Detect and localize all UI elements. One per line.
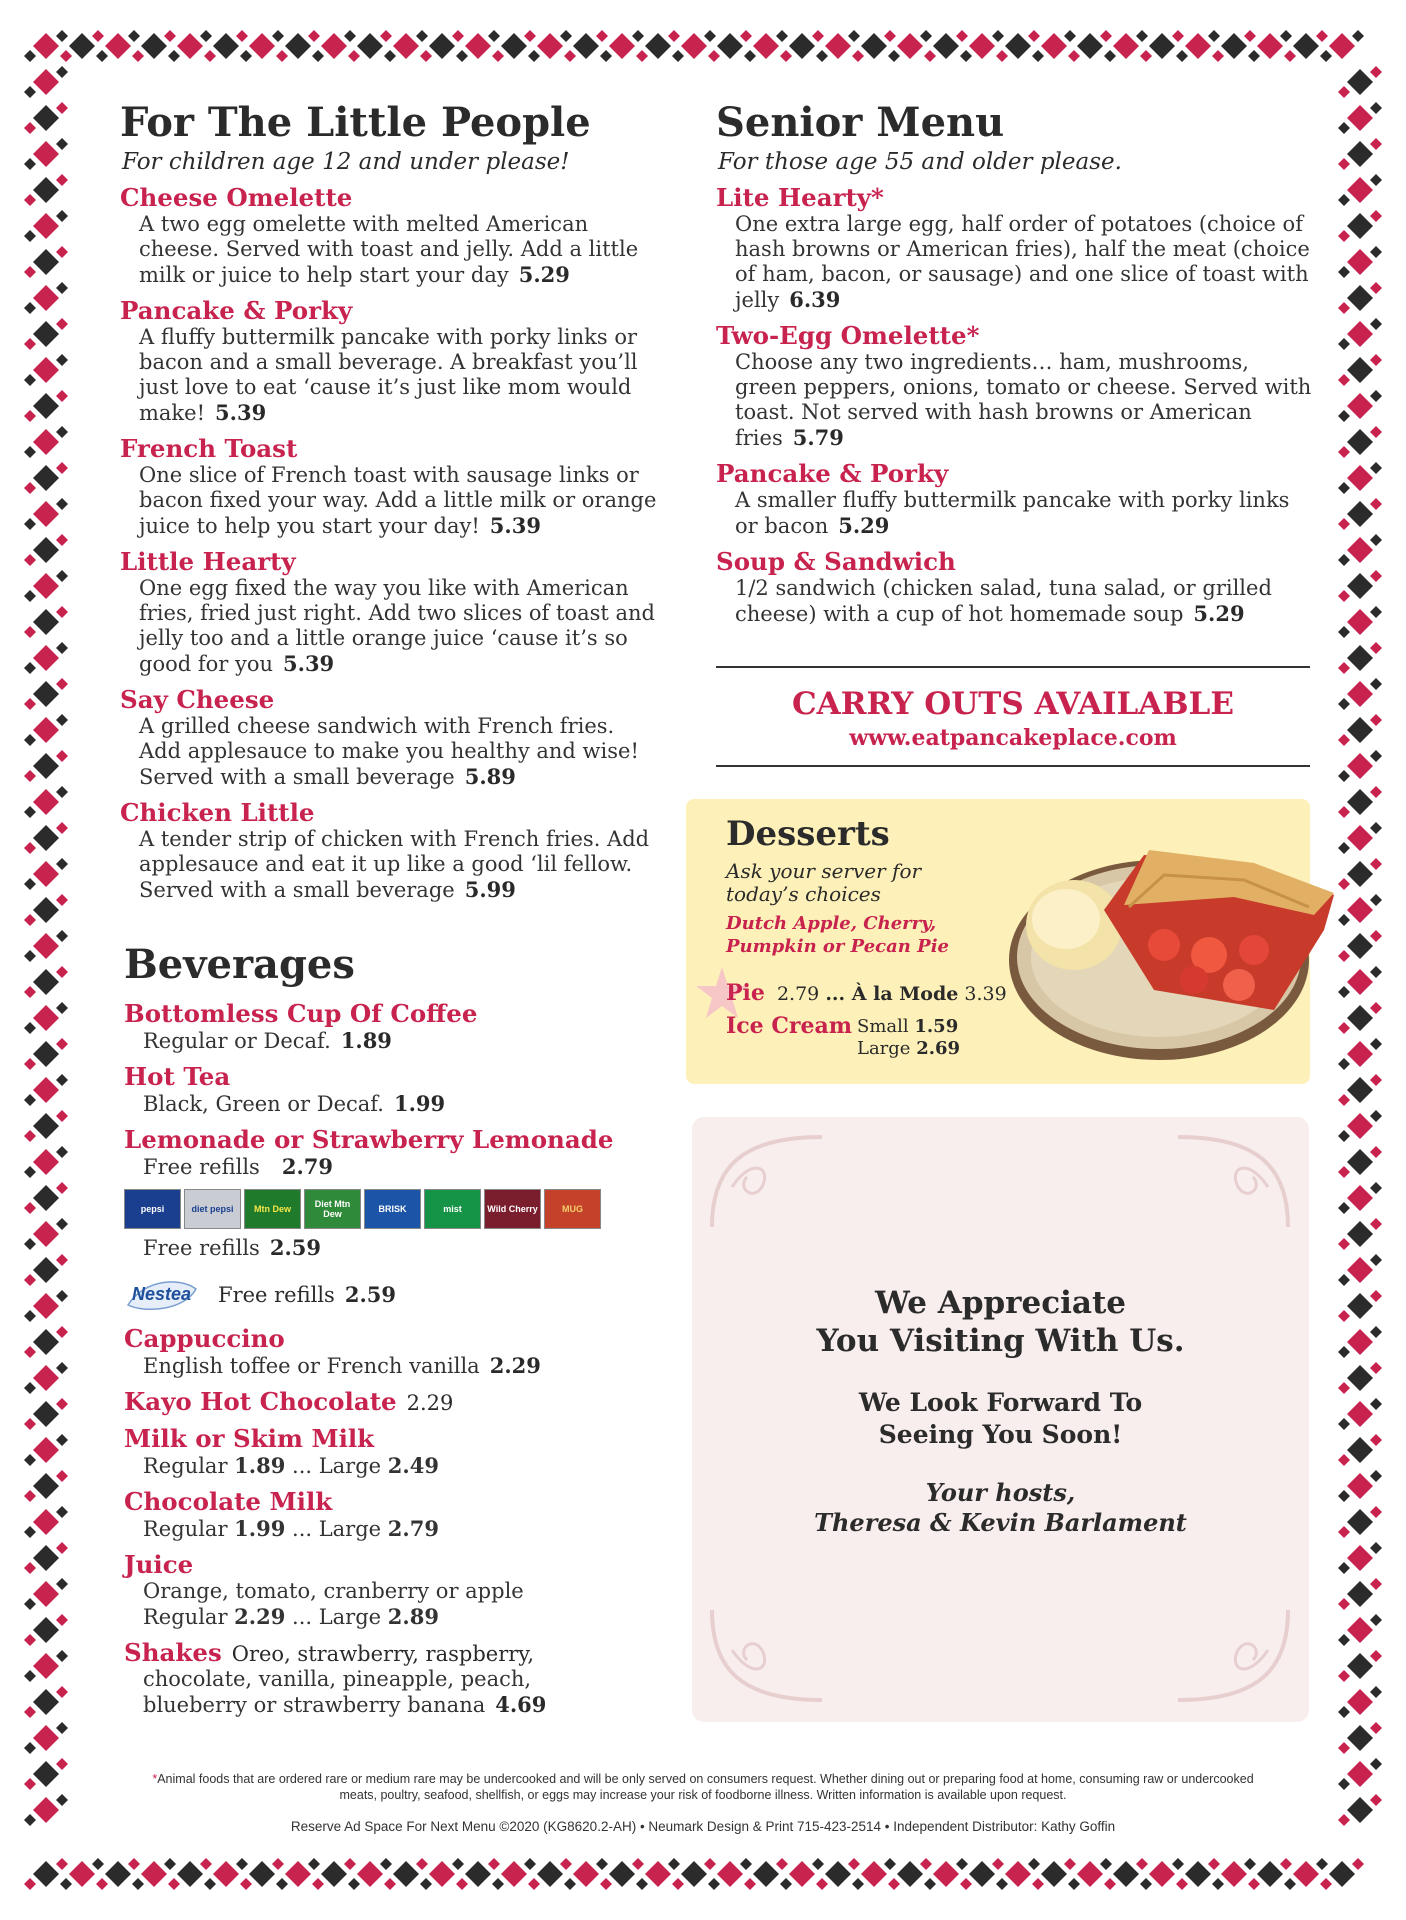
nestea-logo xyxy=(124,1275,200,1315)
nestea-desc xyxy=(218,1282,396,1308)
senior-item xyxy=(716,184,1316,313)
senior-item-price: 5.29 xyxy=(1193,601,1245,626)
milk-large: ... Large xyxy=(292,1454,382,1478)
desserts-title: Desserts xyxy=(726,814,890,854)
tea-name: Hot Tea xyxy=(124,1062,231,1091)
lemonade-name: Lemonade or Strawberry Lemonade xyxy=(124,1125,614,1154)
chocolate-milk-regular-price: 1.99 xyxy=(234,1516,286,1541)
little-people-item xyxy=(120,799,660,903)
soda-logo-icon: Wild Cherry xyxy=(484,1189,541,1229)
senior-item-desc xyxy=(716,350,1316,451)
beverage-shakes xyxy=(124,1639,684,1718)
senior-menu-subtitle: For those age 55 and older please. xyxy=(718,149,1122,175)
senior-item-desc xyxy=(716,212,1316,313)
thanks-line-1: We Appreciate xyxy=(874,1285,1127,1321)
soda-logos xyxy=(124,1189,684,1229)
little-people-item-desc xyxy=(120,325,660,426)
senior-item xyxy=(716,548,1316,627)
pie-label: Pie xyxy=(726,980,765,1006)
tea-price: 1.99 xyxy=(393,1091,446,1116)
little-people-item xyxy=(120,435,660,539)
cappuccino-desc xyxy=(124,1353,684,1379)
juice-regular-price: 2.29 xyxy=(234,1604,286,1629)
shakes-name: Shakes xyxy=(124,1638,222,1667)
little-people-section xyxy=(120,100,660,912)
senior-item xyxy=(716,322,1316,451)
ice-small-price: 1.59 xyxy=(914,1016,959,1037)
chocolate-milk-name: Chocolate Milk xyxy=(124,1487,333,1516)
little-people-item xyxy=(120,184,660,288)
coffee-name: Bottomless Cup Of Coffee xyxy=(124,999,478,1028)
nestea-logo-text: Nestea xyxy=(132,1284,192,1304)
little-people-item-desc xyxy=(120,463,660,539)
ice-large-label: Large xyxy=(857,1038,911,1059)
senior-menu-section xyxy=(716,100,1316,636)
juice-name: Juice xyxy=(124,1550,194,1579)
little-people-item-price: 5.39 xyxy=(489,513,541,538)
chocolate-milk-regular: Regular xyxy=(143,1517,228,1541)
hot-chocolate-price: 2.29 xyxy=(406,1391,454,1415)
desserts-sub-1: Ask your server for xyxy=(726,859,922,883)
senior-item-desc xyxy=(716,488,1316,539)
shakes-flavors-2: chocolate, vanilla, pineapple, peach, xyxy=(143,1667,532,1691)
carry-outs-heading: CARRY OUTS AVAILABLE xyxy=(792,686,1234,722)
cappuccino-price: 2.29 xyxy=(489,1353,541,1378)
senior-item-name: Pancake & Porky xyxy=(716,459,949,488)
senior-item xyxy=(716,460,1316,539)
hosts-label: Your hosts, xyxy=(925,1478,1076,1507)
tea-desc-text: Black, Green or Decaf. xyxy=(143,1092,384,1116)
little-people-item-name: French Toast xyxy=(120,434,298,463)
senior-item-name: Two-Egg Omelette* xyxy=(716,321,980,350)
divider-top xyxy=(716,666,1310,668)
disclaimer-text-1: Animal foods that are ordered rare or medium rare may be undercooked and will be only served on consumers request. Whether dining out or preparing food at home, consuming raw or undercooked xyxy=(157,1772,1254,1786)
milk-regular-price: 1.89 xyxy=(234,1453,286,1478)
soda-logo-icon: BRISK xyxy=(364,1189,421,1229)
senior-item-desc-text: 1/2 sandwich (chicken salad, tuna salad, or grilled cheese) with a cup of hot homemade soup xyxy=(735,576,1272,626)
milk-regular: Regular xyxy=(143,1454,228,1478)
little-people-item-desc-text: A fluffy buttermilk pancake with porky links or bacon and a small beverage. A breakfast you’ll just love to eat ‘cause it’s just like mom would make! xyxy=(139,325,638,425)
disclaimer xyxy=(120,1771,1286,1803)
juice-regular: Regular xyxy=(143,1605,228,1629)
pie-a-la-mode: ... À la Mode xyxy=(825,983,959,1005)
lemonade-desc xyxy=(124,1154,684,1180)
milk-name: Milk or Skim Milk xyxy=(124,1424,375,1453)
little-people-subtitle: For children age 12 and under please! xyxy=(122,149,570,175)
juice-desc: Orange, tomato, cranberry or apple xyxy=(143,1579,524,1603)
senior-item-desc-text: A smaller fluffy buttermilk pancake with porky links or bacon xyxy=(735,488,1290,538)
thanks-line-4: Seeing You Soon! xyxy=(878,1420,1123,1449)
little-people-item-name: Pancake & Porky xyxy=(120,296,353,325)
lemonade-price: 2.79 xyxy=(281,1154,333,1179)
credit-line: Reserve Ad Space For Next Menu ©2020 (KG8620.2-AH) • Neumark Design & Print 715-423-2514 • Independent Distributor: Kathy Goffin xyxy=(290,1819,1116,1834)
little-people-item-desc-text: One egg fixed the way you like with American fries, fried just right. Add two slices of toast and jelly too and a little orange juice ‘cause it’s so good for you xyxy=(139,576,655,676)
divider-bottom xyxy=(716,765,1310,767)
nestea-price: 2.59 xyxy=(344,1282,396,1307)
milk-large-price: 2.49 xyxy=(387,1453,439,1478)
little-people-item-name: Cheese Omelette xyxy=(120,183,353,212)
coffee-desc xyxy=(124,1028,684,1054)
chocolate-milk-desc xyxy=(124,1516,684,1542)
desserts-sub-2: today’s choices xyxy=(726,882,881,906)
soda-logo-icon: Diet Mtn Dew xyxy=(304,1189,361,1229)
soda-price: 2.59 xyxy=(269,1235,321,1260)
pie-photo xyxy=(1004,835,1344,1065)
pie-flavors-2: Pumpkin or Pecan Pie xyxy=(726,936,949,957)
little-people-item-desc xyxy=(120,714,660,790)
ice-small-label: Small xyxy=(857,1016,909,1037)
chocolate-milk-large-price: 2.79 xyxy=(387,1516,439,1541)
soda-logo-icon: diet pepsi xyxy=(184,1189,241,1229)
little-people-item-desc-text: A tender strip of chicken with French fries. Add applesauce and eat it up like a good ‘lil fellow. Served with a small beverage xyxy=(139,827,650,902)
cappuccino-desc-text: English toffee or French vanilla xyxy=(143,1354,480,1378)
soda-logo-icon: pepsi xyxy=(124,1189,181,1229)
disclaimer-line-1 xyxy=(120,1771,1286,1787)
juice-large: ... Large xyxy=(292,1605,382,1629)
shakes-price: 4.69 xyxy=(495,1692,547,1717)
nestea-row xyxy=(124,1275,684,1315)
little-people-item-name: Say Cheese xyxy=(120,685,275,714)
tea-desc xyxy=(124,1091,684,1117)
soda-logo-icon: mist xyxy=(424,1189,481,1229)
senior-item-name: Soup & Sandwich xyxy=(716,547,956,576)
senior-item-desc-text: Choose any two ingredients… ham, mushrooms, green peppers, onions, tomato or cheese. Served with toast. Not served with hash browns or American fries xyxy=(735,350,1312,450)
ice-cream-label: Ice Cream xyxy=(726,1013,852,1039)
beverage-juice xyxy=(124,1551,684,1630)
chocolate-milk-large: ... Large xyxy=(292,1517,382,1541)
ice-cream-large xyxy=(857,1038,960,1060)
website-link[interactable]: www.eatpancakeplace.com xyxy=(849,725,1177,751)
little-people-item-price: 5.39 xyxy=(215,400,267,425)
shakes-line-3 xyxy=(124,1692,684,1718)
little-people-item-name: Little Hearty xyxy=(120,547,296,576)
soda-desc xyxy=(124,1235,684,1261)
milk-desc xyxy=(124,1453,684,1479)
juice-large-price: 2.89 xyxy=(387,1604,439,1629)
shakes-flavors-3: blueberry or strawberry banana xyxy=(143,1693,486,1717)
little-people-item xyxy=(120,686,660,790)
lemonade-desc-text: Free refills xyxy=(143,1155,260,1179)
little-people-item xyxy=(120,297,660,426)
beverage-chocolate-milk xyxy=(124,1488,684,1542)
senior-item-price: 5.29 xyxy=(838,513,890,538)
hosts-names: Theresa & Kevin Barlament xyxy=(814,1508,1187,1537)
little-people-item-desc-text: One slice of French toast with sausage links or bacon fixed your way. Add a little milk or orange juice to help you start your day! xyxy=(139,463,657,538)
beverages-title: Beverages xyxy=(124,941,355,988)
little-people-item-desc xyxy=(120,576,660,677)
juice-sizes xyxy=(124,1604,684,1630)
ornament-bottom-left-icon xyxy=(702,1600,832,1710)
pie-row xyxy=(726,980,1007,1007)
little-people-item-price: 5.89 xyxy=(464,764,516,789)
soda-logo-icon: Mtn Dew xyxy=(244,1189,301,1229)
beverage-cappuccino xyxy=(124,1325,684,1379)
beverages-section xyxy=(124,942,684,1727)
pie-flavors-1: Dutch Apple, Cherry, xyxy=(726,913,937,934)
little-people-item-desc xyxy=(120,212,660,288)
little-people-item-desc-text: A two egg omelette with melted American cheese. Served with toast and jelly. Add a little milk or juice to help start your day xyxy=(139,212,639,287)
ornament-top-right-icon xyxy=(1168,1127,1298,1237)
senior-item-desc-text: One extra large egg, half order of potatoes (choice of hash browns or American fries), half the meat (choice of ham, bacon, or sausage) and one slice of toast with jelly xyxy=(735,212,1310,312)
hot-chocolate-name: Kayo Hot Chocolate xyxy=(124,1387,397,1416)
little-people-item-desc xyxy=(120,827,660,903)
ornament-top-left-icon xyxy=(702,1127,832,1237)
little-people-item-name: Chicken Little xyxy=(120,798,315,827)
disclaimer-asterisk: * xyxy=(152,1772,158,1786)
soda-logo-icon: MUG xyxy=(544,1189,601,1229)
beverage-milk xyxy=(124,1425,684,1479)
little-people-item-price: 5.29 xyxy=(518,262,570,287)
thanks-line-3: We Look Forward To xyxy=(858,1388,1143,1417)
ice-cream-small xyxy=(857,1016,958,1038)
pie-price: 2.79 xyxy=(776,983,820,1005)
little-people-item-price: 5.39 xyxy=(283,651,335,676)
beverage-hot-chocolate xyxy=(124,1388,684,1416)
senior-item-price: 5.79 xyxy=(792,425,844,450)
little-people-item-price: 5.99 xyxy=(464,877,516,902)
little-people-item xyxy=(120,548,660,677)
little-people-title: For The Little People xyxy=(120,99,591,146)
little-people-item-desc-text: A grilled cheese sandwich with French fries. Add applesauce to make you healthy and wise! Served with a small beverage xyxy=(139,714,639,789)
ice-large-price: 2.69 xyxy=(916,1038,961,1059)
senior-item-name: Lite Hearty* xyxy=(716,183,884,212)
coffee-desc-text: Regular or Decaf. xyxy=(143,1029,331,1053)
senior-item-price: 6.39 xyxy=(789,287,841,312)
nestea-desc-text: Free refills xyxy=(218,1283,335,1307)
pie-a-la-mode-price: 3.39 xyxy=(964,983,1007,1005)
soda-desc-text: Free refills xyxy=(143,1236,260,1260)
coffee-price: 1.89 xyxy=(340,1028,392,1053)
senior-menu-title: Senior Menu xyxy=(716,99,1005,146)
beverage-lemonade xyxy=(124,1126,684,1180)
cappuccino-name: Cappuccino xyxy=(124,1324,285,1353)
beverage-tea xyxy=(124,1063,684,1117)
shakes-line-1 xyxy=(124,1639,684,1667)
senior-item-desc xyxy=(716,576,1316,627)
thanks-line-2: You Visiting With Us. xyxy=(816,1323,1185,1359)
beverage-coffee xyxy=(124,1000,684,1054)
shakes-flavors-1: Oreo, strawberry, raspberry, xyxy=(231,1642,535,1666)
ornament-bottom-right-icon xyxy=(1168,1600,1298,1710)
disclaimer-line-2: meats, poultry, seafood, shellfish, or eggs may increase your risk of foodborne illness. Written information is available upon request. xyxy=(339,1788,1067,1802)
